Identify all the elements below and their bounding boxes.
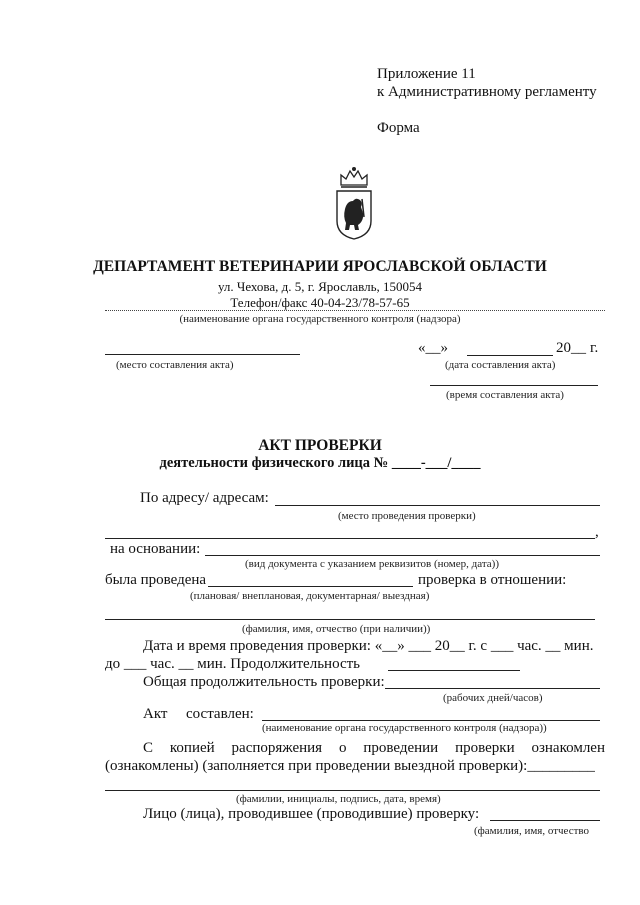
header-divider — [105, 310, 605, 311]
department-address: ул. Чехова, д. 5, г. Ярославль, 150054 — [217, 279, 423, 294]
conducted-line — [208, 586, 413, 587]
copy-line-2: (ознакомлены) (заполняется при проведении выездной проверки):_________ — [105, 758, 595, 774]
conducted-tail: проверка в отношении: — [418, 572, 567, 588]
date-year: 20__ — [556, 340, 586, 356]
conducted-caption: (плановая/ внеплановая, документарная/ выездная) — [190, 590, 430, 602]
address-comma: , — [595, 524, 599, 540]
conducted-label: была проведена — [105, 572, 207, 588]
appendix-number: Приложение 11 — [377, 66, 476, 82]
address-label: По адресу/ адресам: — [140, 490, 269, 506]
department-phone: Телефон/факс 40-04-23/78-57-65 — [230, 295, 410, 310]
inspector-label: Лицо (лица), проводившее (проводившие) проверку: — [143, 806, 480, 822]
person-line — [105, 619, 595, 620]
date-day: «__» — [418, 340, 448, 356]
time-line — [430, 385, 598, 386]
act-subtitle: деятельности физического лица № ____-___/____ — [159, 455, 481, 471]
copy-line-1: С копией распоряжения о проведении проверки ознакомлен — [143, 740, 605, 756]
duration-line — [388, 670, 520, 671]
address-caption: (место проведения проверки) — [338, 510, 476, 522]
act-label: Акт — [143, 706, 168, 722]
total-duration-caption: (рабочих дней/часов) — [443, 692, 543, 704]
appendix-regulation: к Административному регламенту — [377, 84, 597, 100]
date-caption: (дата составления акта) — [445, 359, 556, 371]
total-duration-line — [385, 688, 600, 689]
basis-line — [205, 555, 600, 556]
copy-line — [105, 790, 600, 791]
date-month-line — [467, 355, 553, 356]
time-caption: (время составления акта) — [446, 389, 564, 401]
act-title: АКТ ПРОВЕРКИ — [258, 437, 382, 454]
place-caption: (место составления акта) — [116, 359, 234, 371]
act-label-2: составлен: — [186, 706, 254, 722]
basis-label: на основании: — [110, 541, 201, 557]
inspector-caption: (фамилия, имя, отчество — [474, 825, 590, 837]
coat-of-arms-icon — [333, 165, 375, 241]
total-duration-label: Общая продолжительность проверки: — [143, 674, 385, 690]
datetime-line-1: Дата и время проведения проверки: «__» ___ 20__ г. с ___ час. __ мин. — [143, 638, 594, 654]
date-year-suffix: г. — [590, 340, 599, 356]
basis-caption: (вид документа с указанием реквизитов (номер, дата)) — [245, 558, 499, 570]
address-line-2 — [105, 538, 595, 539]
copy-caption: (фамилии, инициалы, подпись, дата, время) — [236, 793, 441, 805]
inspector-line — [490, 820, 600, 821]
department-name: ДЕПАРТАМЕНТ ВЕТЕРИНАРИИ ЯРОСЛАВСКОЙ ОБЛАСТИ — [93, 258, 547, 275]
act-caption: (наименование органа государственного контроля (надзора)) — [262, 722, 547, 734]
datetime-line-2: до ___ час. __ мин. Продолжительность — [105, 656, 360, 672]
header-caption: (наименование органа государственного контроля (надзора) — [179, 313, 461, 325]
place-line — [105, 354, 300, 355]
address-line — [275, 505, 600, 506]
form-label: Форма — [377, 120, 420, 136]
person-caption: (фамилия, имя, отчество (при наличии)) — [242, 623, 431, 635]
act-line — [262, 720, 600, 721]
